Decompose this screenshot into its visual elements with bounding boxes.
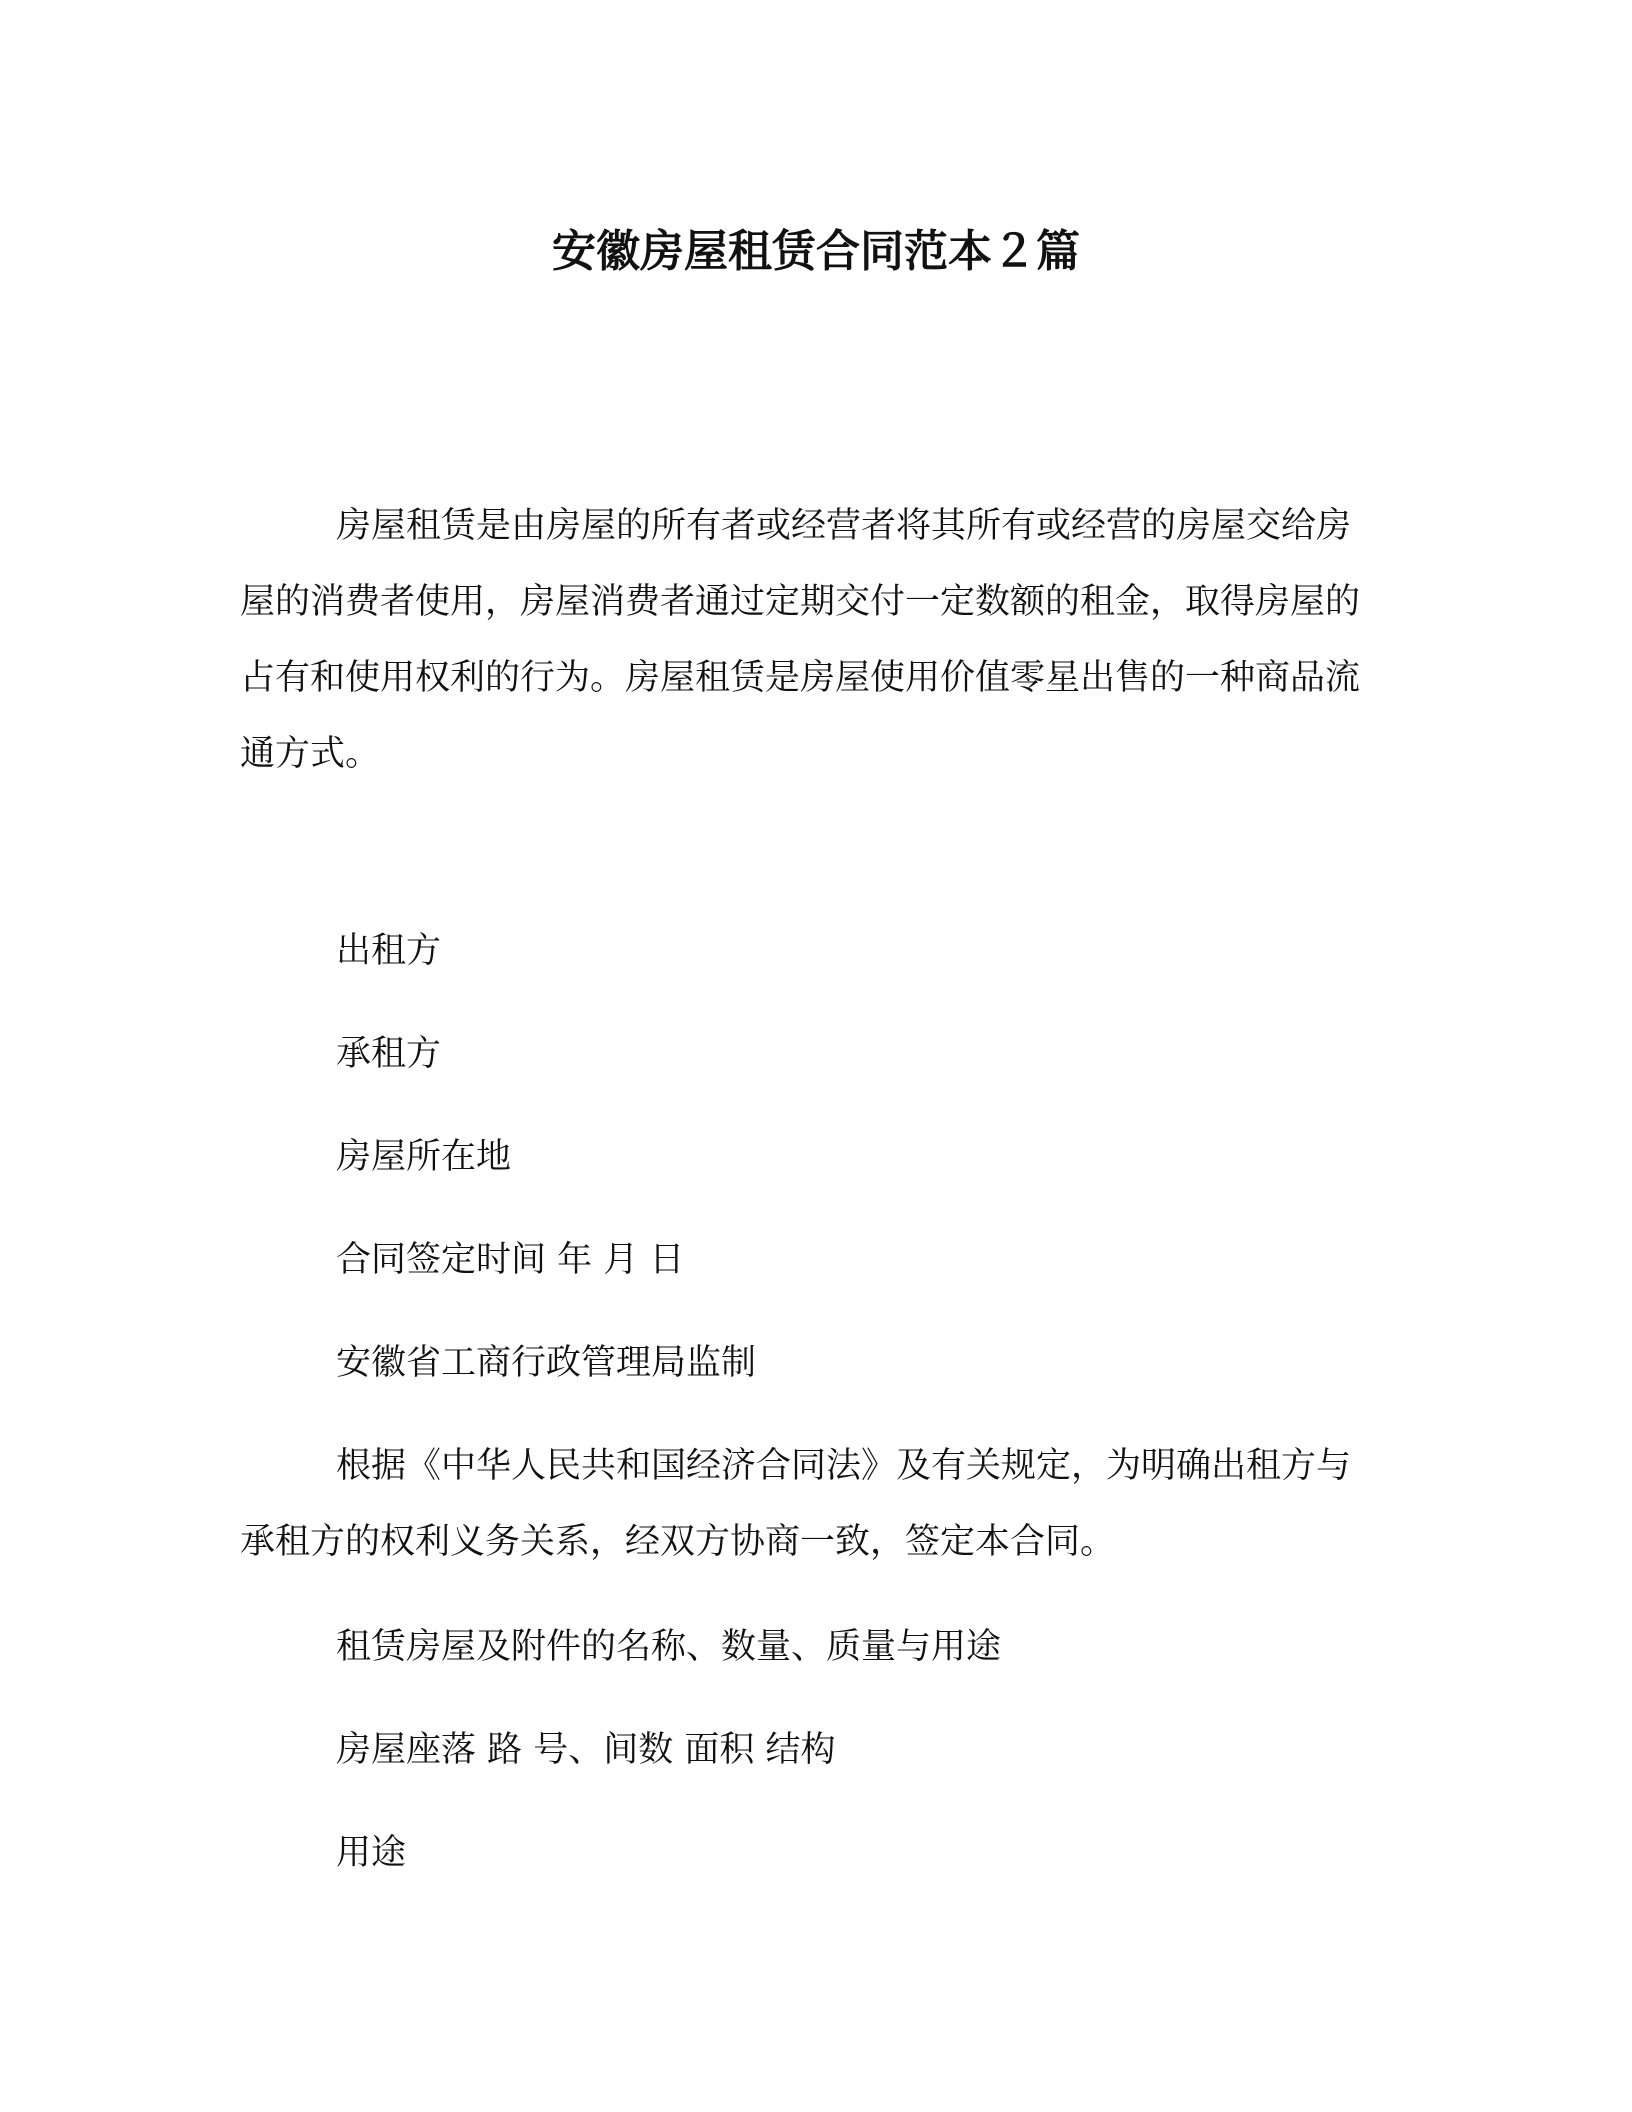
house-info-line: 房屋座落 路 号、间数 面积 结构 (336, 1730, 836, 1770)
sign-date-label: 合同签定时间 年 月 日 (336, 1240, 685, 1280)
supervisor-line: 安徽省工商行政管理局监制 (336, 1343, 757, 1383)
page-title: 安徽房屋租赁合同范本２篇 (552, 226, 1080, 277)
location-label: 房屋所在地 (336, 1137, 512, 1177)
intro-paragraph: 房屋租赁是由房屋的所有者或经营者将其所有或经营的房屋交给房屋的消费者使用，房屋消费者通过定期交付一定数额的租金，取得房屋的占有和使用权利的行为。房屋租赁是房屋使用价值零星出售的一种商品流通方式。 (240, 506, 1361, 774)
basis-paragraph: 根据《中华人民共和国经济合同法》及有关规定，为明确出租方与承租方的权利义务关系，经双方协商一致，签定本合同。 (240, 1446, 1352, 1562)
lessee-label: 承租方 (336, 1034, 442, 1074)
lessor-label: 出租方 (336, 931, 442, 971)
usage-label: 用途 (336, 1833, 407, 1873)
item-heading: 租赁房屋及附件的名称、数量、质量与用途 (336, 1627, 1002, 1667)
